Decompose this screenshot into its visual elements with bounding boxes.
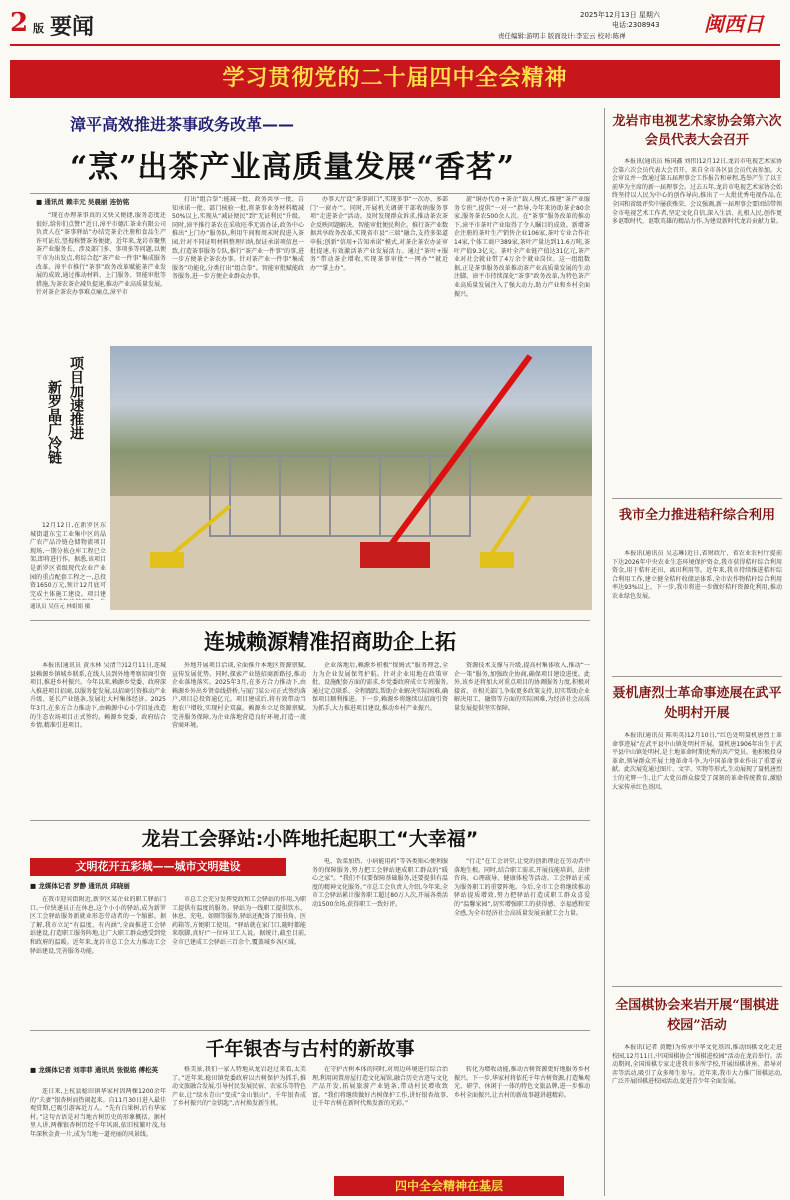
station-col-2: 市总工会充分发挥党政和工会驿站的作用,为职工提供有温度的服务。驿站为一线职工提供饮水、休息、充电、如厕等服务,驿站还配备了图书角、医药箱等,方便职工使用。“驿站就在家门口,随时都能来歇脚,真好!”一位环卫工人说。据统计,截至目前,全市已建成工会驿站三百余个,覆盖城乡各区域。 (172, 896, 306, 946)
photo-title-right: 项目加速推进 (68, 356, 84, 440)
lead-col-1: “现在办理茶事真的又快又便捷,服务态度还很好,给你们点赞!”近日,漳平市德汇茶业有限公司负责人在“茶事驿站”办结完茶企注册和食品生产许可证后,竖拇称赞茶务便捷。近年来,龙岩市聚焦茶产业服务长、涉及部门多、事项多等问题,以便干市为出发点,将综合起“茶产业一件事”集成服务改革。漳平市推行“茶事”政务改革赋能茶产业发展的成效,通过推动材料、上门服务、智能审批等措施,为茶农茶企减负提速,推动产业高质量发展。针对茶企茶农办事难点痛点,漳平市 (36, 212, 166, 297)
header-rule (10, 44, 780, 46)
liancheng-col-1: 本报讯(通讯员 黄水林 吴清兰)12月11日,连城县赖源乡镇城乡联系,在线人员到外地考察招商引资项目,推进乡村振兴。今年以来,赖源乡党委、政府深入推进项目招商,以服务促发展,以招商引资推动产业升级、延长产业链条,发展壮大村集体经济。2025年3月,在多方合力推动下,由赖源中心小学旧址改造的生态农场项目正式签约。赖源乡党委、政府结合乡情,精准引进项目。 (30, 662, 166, 730)
station-headline: 龙岩工会驿站:小阵地托起职工“大幸福” (141, 828, 479, 850)
station-byline: ■ 龙媒体记者 罗静 通讯员 邱晓丽 (30, 882, 130, 890)
lead-byline: ■ 通讯员 赖丰元 吴晨丽 连钫铭 (36, 198, 130, 206)
sidebar-3-title: 聂机唐烈士革命事迹展在武平处明村开展 (612, 686, 782, 721)
crane-illustration (110, 346, 592, 610)
ginkgo-col-4: 转化为增收动能,推动古树资源更好地服务乡村振兴。下一步,华家村将依托千年古树资源,打造集观光、研学、休闲于一体的特色文旅品牌,进一步推动乡村全面振兴,让古村的新故事越讲越精彩。 (454, 1066, 590, 1099)
ginkgo-headline: 千年银杏与古村的新故事 (205, 1038, 415, 1060)
sidebar-3-text: 本报讯(通讯员 陈奕英)12月10日,“红色处明聂机唐烈士革命事迹展”在武平县中山镇处明村开展。聂机唐1906年出生于武平县中山镇处明村,是土地革命时期优秀的共产党员。他积极投身革命,领导群众开展土地革命斗争,为中国革命事业作出了重要贡献。此次展览通过图片、文字、实物等形式,生动展现了聂机唐烈士的光辉一生,让广大党员群众接受了深刻的革命传统教育,激励大家传承红色基因。 (612, 732, 782, 791)
lead-rule (30, 193, 590, 194)
station-col-4: “行走”在工会讲堂,让党的创新理论在劳动者中落地生根。同时,结合职工需求,开展技能培训、法律咨询、心理疏导、健康体检等活动。工会驿站正成为服务职工的重要阵地。今后,全市工会将继续推动驿站提质增效,努力把驿站打造成职工群众喜爱的“温馨家园”,切实增强职工的获得感、幸福感和安全感,为全市经济社会高质量发展贡献工会力量。 (454, 858, 590, 917)
photo-title-left: 新罗晶广冷链 (46, 380, 62, 464)
section-label: 要闻 (50, 15, 95, 38)
lead-col-2: 打出“组合拳”:能减一批、政务共享一批、告知承诺一批、部门核验一批,将茶事业务材料精减50%以上,实现从“减证便民”到“无证利民”升级。同时,漳平推行茶农在采收旺季无需办证,政务中心推出“上门办”服务队,利用午间和周末时段进入茶园,针对不同证明材料整理归纳,保证承诺项信息一致,打造茶事服务专队,推行“茶产业一件事”的事,进一步方便茶企茶农办事。针对茶产业一件事“集成服务”功能化,分类打出“组合拳”。智能审批赋能政务服务,进一步方便企业群众办事。 (172, 196, 304, 281)
ginkgo-top-rule (30, 1030, 590, 1031)
page-number-suffix: 版 (33, 22, 44, 34)
sidebar-rule-3 (612, 986, 782, 987)
issue-date: 2025年12月13日 星期六 (580, 11, 660, 19)
page-number: 2 (10, 8, 29, 38)
ginkgo-col-1: 连日来,上杭县稔田镇华家村因两棵1200余年的“夫妻”银杏树而热闹起来。自11月30日进入最佳观赏期,已吸引游客近万人。“先有白果树,后有华家村。”这句古语是对当地古树历史的形象概括。据村里人讲,两棵银杏树历经千年风雨,依旧枝繁叶茂,每年深秋金黄一片,成为当地一道亮丽的风景线。 (30, 1088, 166, 1138)
construction-photo (110, 346, 592, 610)
top-banner: 学习贯彻党的二十届四中全会精神 (10, 60, 780, 98)
photo-caption: 12月12日,在新罗区东城街道东宝工业集中区的晶广农产品冷链仓储物流项目现场,一期分拣仓库工程已立架,即将进行作。据悉,该项目是新罗区省级现代农业产业园的重点配套工程之一,总投资1650万元,预计12月底可完成主体施工建设。项目建 (30, 522, 106, 598)
sidebar-2-text: 本报讯(通讯员 吴志琳)近日,省财政厅、省农业农村厅提前下达2026年中央农业生态环境保护资金,我市获得秸秆综合利用资金,用于秸秆还田、离田利用等。近年来,我市持续推进秸秆综合利用工作,建立健全秸秆收储运体系,全市农作物秸秆综合利用率达93%以上。下一步,我市将进一步做好秸秆资源化利用,推动农业绿色发展。 (612, 550, 782, 600)
liancheng-top-rule (30, 620, 590, 621)
ginkgo-byline: ■ 龙媒体记者 刘菲菲 通讯员 张锐铭 傅松英 (30, 1066, 158, 1074)
grassroots-banner: 四中全会精神在基层 (334, 1176, 564, 1196)
station-col-1: 在我市迎宾街附近,新罗区某企业的职工驿站门口,一位快递员正在休息,这个小小的驿站,成为新罗区工会驿站服务新就业形态劳动者的一个缩影。据了解,我市立足“有温度、有内涵”,全面推进工会驿站建设,打造职工服务阵地,让广大职工群众感受到党和政府的温暖。近年来,龙岩市总工会大力推动工会驿站建设,完善服务功能。 (30, 896, 166, 955)
newspaper-logo: 闽西日 (704, 12, 764, 36)
lead-col-4: 旋“铜办代办+茶企”载人模式,推建“茶产业服务专班”,提供“一对一”指导,今年来协助茶企80余家,服务茶农500余人次。在“茶事”服务改革的推动下,漳平市茶叶产业取得了令人瞩目的成效。新增茶企注册的茶叶生产销售企业106家,茶叶专业合作社14家,个体工商户389家,茶叶产量达到11.6万吨,茶叶产值9.3亿元。茶叶全产业链产值达31亿元,茶产业对社会就业带了4万余个就业岗位。这一组组数据,正是茶事服务改革推动茶产业高质量发展的生动注脚。漳平市持续深化“茶事”政务改革,为特色茶产业高质量发展注入了强大动力,助力产业和乡村全面振兴。 (454, 196, 590, 298)
liancheng-col-3: 企业落地后,赖源乡积极“保姆式”服务理念,全力为企业发展保驾护航。针对企业用地在政策审批、设施配套方面的需求,乡党委政府成立专班服务,通过定点联系、全程跟踪,帮助企业解决实际困难,确保项目顺利推进。下一步,赖源乡将继续以招商引资为抓手,大力推进项目建设,推动乡村产业振兴。 (312, 662, 448, 712)
lead-kicker: 漳平高效推进茶事政务改革—— (70, 115, 295, 134)
phone-number: 电话:2308943 (612, 21, 660, 29)
civilization-banner: 文明花开五彩城——城市文明建设 (30, 858, 286, 876)
sidebar-divider (604, 108, 605, 1196)
sidebar-1-title: 龙岩市电视艺术家协会第六次会员代表大会召开 (612, 114, 782, 148)
ginkgo-col-2: 格美景,我们一家人特地从龙岩赶过来看,太美了。”近年来,稔田镇党委政府以古树保护为抓手,推动文旅融合发展,引导村民发展民宿、农家乐等特色产业,让“绿水青山”变成“金山银山”。千年银杏成了乡村振兴的“金钥匙”,古村焕发新生机。 (172, 1066, 306, 1108)
liancheng-headline: 连城赖源精准招商助企上拓 (204, 630, 456, 654)
sidebar-4-text: 本报讯(记者 黄瞻)为传承中华文化基因,推动围棋文化走进校园,12月11日,中国围棋协会“围棋进校园”活动在龙岩举行。活动期间,全国围棋专家走进我市多所学校,开展围棋讲座、指导对弈等活动,吸引了众多师生参与。近年来,我市大力推广围棋运动,广泛开展围棋进校园活动,促进青少年全面发展。 (612, 1044, 782, 1086)
sidebar-2-title: 我市全力推进秸秆综合利用 (618, 508, 775, 523)
sidebar-4-title: 全国棋协会来岩开展“围棋进校园”活动 (615, 998, 779, 1033)
sidebar-1-text: 本报讯(通讯员 杨国鑫 刘伟)12月12日,龙岩市电视艺术家协会第六次会员代表大会召开。来自全市各区县会员代表参加。大会审议并一致通过第五届理事会工作报告和章程,选举产生了以王前华为主席的新一届理事会。过去五年,龙岩市电视艺术家协会始终坚持以人民为中心的创作导向,推出了一大批优秀电视作品,在全国和省级评奖中屡获殊荣。会议强调,新一届理事会要团结带领全市电视艺术工作者,坚定文化自信,深入生活、扎根人民,创作更多讴歌时代、讴歌英雄的精品力作,为建设新时代龙岩贡献力量。 (612, 158, 782, 226)
liancheng-col-4: 资源技术支撑与升级,提高村集体收入,推动“一企一策”服务,加强政企协商,确保项目建设进度。此外,该乡还将加大对重点项目的协调服务力度,积极对接省、市相关部门,争取更多政策支持,切实帮助企业解决用工、融资等方面的实际困难,为经济社会高质量发展提供坚实保障。 (454, 662, 590, 712)
lead-col-3: 办事大厅设“茶事窗口”,实现多事“一次办、多部门‘一窗办’”。同时,开展机关调研干部收纳服务事项“走进茶企”活动。及时发现群众诉求,推动茶农茶企反映问题解决。智能审批便民利企。推行茶产业数据共享政务改革,实现省市县“三端”融合,支持多渠道申报;创新“信用+告知承诺”模式,对茶企茶农办证审批提速,有效激活茶产业发展活力。通过“茶叶+服务”带动茶企增收,实现茶事审批“一网办”“就近办”“掌上办”。 (310, 196, 448, 272)
station-col-3: 电、饭菜加热、小病能用药”等各类贴心便利服务的保障服务,努力把工会驿站建成职工群众的“暖心之家”。“我们不仅要保障基础服务,还要提供有温度的精神文化服务。”市总工会负责人介绍,今年来,全市工会驿站累计服务职工超过80万人次,开展各类活动1500余场,获得职工一致好评。 (312, 858, 448, 908)
photo-byline: 通讯员 吴佳元 林娟娟 摄 (30, 604, 91, 610)
station-top-rule (30, 820, 590, 821)
sidebar-rule-1 (612, 498, 782, 499)
page-header (10, 6, 780, 44)
ginkgo-col-3: 在守护古树本体的同时,对周边环境进行综合治理,利用闲置房屋打造文化展馆,融合历史古迹与文化产品开发,拓展旅游产业链条,带动村民增收致富。“我们将继续做好古树保护工作,讲好银杏故事,让千年古树在新时代焕发新的光彩。” (312, 1066, 448, 1108)
editor-credits: 责任编辑:游明丰 版面设计:李宏云 校对:陈禅 (498, 32, 626, 40)
liancheng-col-2: 外地开展项目洽谈,全面推介本地区资源禀赋,宣传发展优势。同时,探索产业链招商新路径,推动企业落地落实。2025年3月,在多方合力推动下,由赖源乡外出乡贤牵线搭桥,与厦门某公司正式签约落户,项目总投资逾亿元。项目建成后,将有效带动当地农户增收,实现村企双赢。赖源乡立足资源禀赋,完善服务保障,为企业落地营造良好环境,打造一流营商环境。 (172, 662, 306, 730)
sidebar-rule-2 (612, 676, 782, 677)
lead-headline: “烹”出茶产业高质量发展“香茗” (70, 150, 516, 185)
